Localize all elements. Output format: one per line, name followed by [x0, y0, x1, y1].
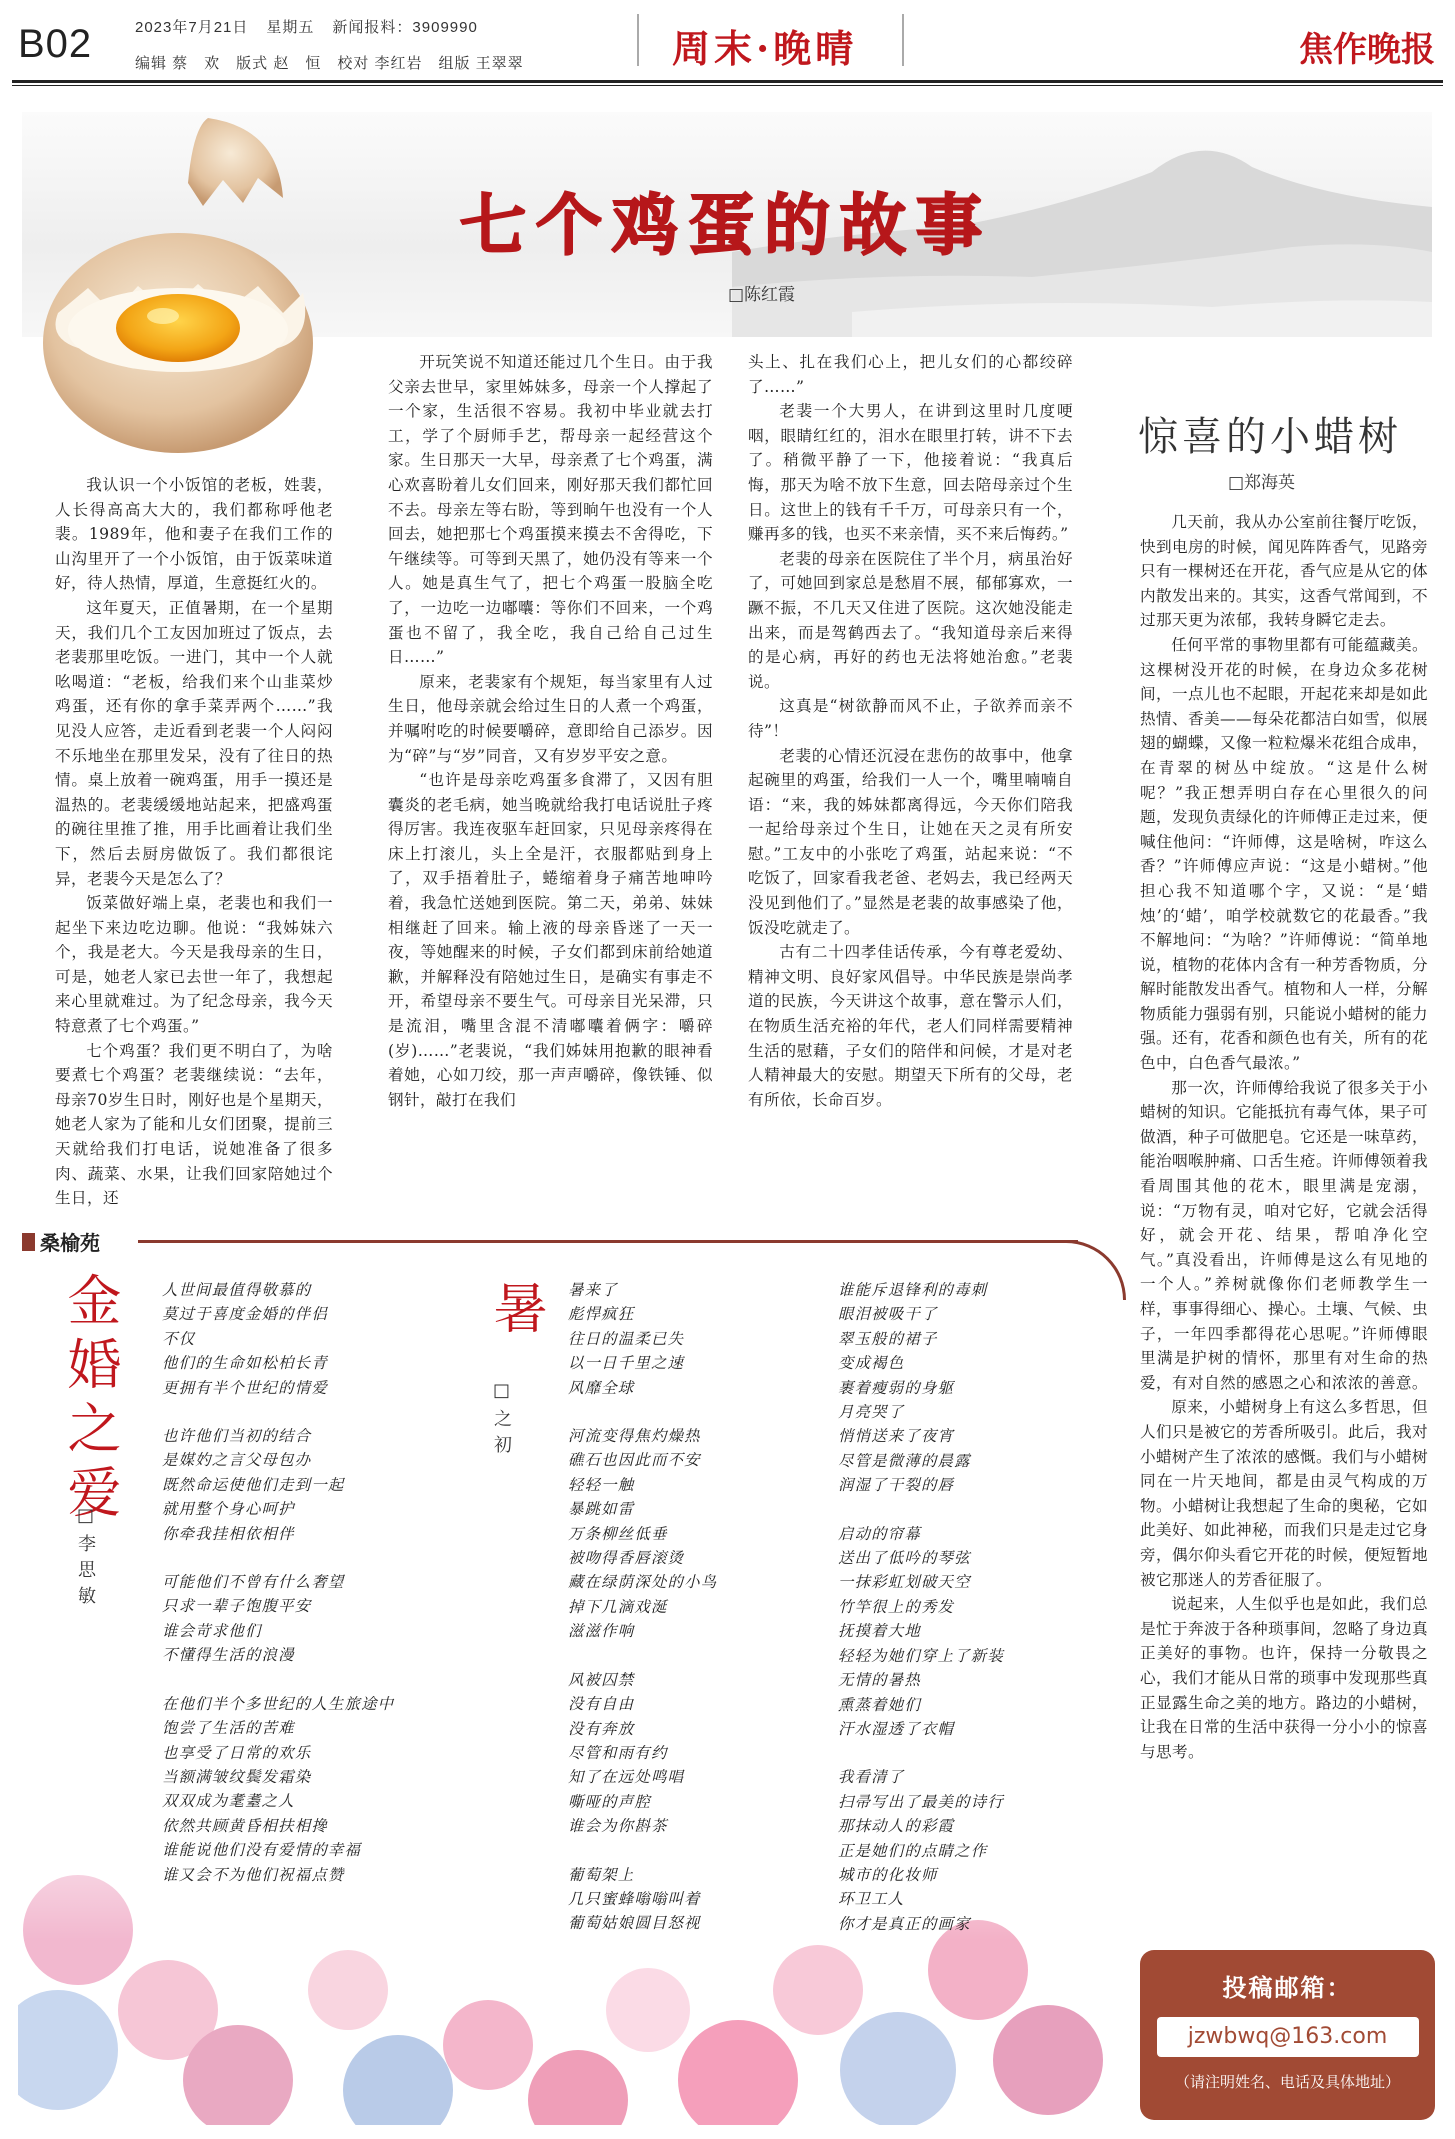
newspaper-logo: 焦作晚报	[1299, 30, 1435, 70]
page-number: B02	[18, 22, 93, 66]
header-rule-thin	[12, 85, 1443, 86]
poem2-line: 没有自由	[568, 1695, 635, 1714]
section-rule	[138, 1240, 1078, 1243]
poem2-line: 你才是真正的画家	[838, 1914, 971, 1933]
poem2-body-part2	[838, 1278, 1078, 1936]
header-divider	[637, 14, 639, 66]
paragraph: 这真是“树欲静而风不止，子欲养而亲不待”！	[748, 697, 1073, 740]
poem2-line: 被吻得香唇滚烫	[568, 1549, 685, 1568]
poem1-body	[162, 1278, 462, 1887]
section-title: 周末·晚晴	[672, 26, 858, 71]
poem1-line: 在他们半个多世纪的人生旅途中	[162, 1694, 395, 1713]
paragraph: “也许是母亲吃鸡蛋多食滞了，又因有胆囊炎的老毛病，她当晚就给我打电话说肚子疼得厉害。我连夜驱车赶回家，只见母亲疼得在床上打滚儿，头上全是汗，衣服都贴到身上了，双手捂着肚子，蜷缩着身子痛苦地呻吟着，我急忙送她到医院。第二天，弟弟、妹妹相继赶了回来。输上液的母亲昏迷了一天一夜，等她醒来的时候，子女们都到床前给她道歉，并解释没有陪她过生日，是确实有事走不开，希望母亲不要生气。可母亲目光呆滞，只是流泪，嘴里含混不清嘟囔着俩字：嚼碎(岁)……”老裴说，“我们姊妹用抱歉的眼神看着她，心如刀绞，那一声声嚼碎，像铁锤、似钢针，敲打在我们	[388, 771, 713, 1109]
poem2-line: 风被囚禁	[568, 1670, 635, 1689]
main-story-column-1	[55, 473, 333, 1211]
poem1-line: 谁又会不为他们祝福点赞	[162, 1865, 345, 1884]
poem2-line: 往日的温柔已失	[568, 1329, 685, 1348]
paragraph: 头上、扎在我们心上，把儿女们的心都绞碎了……”	[748, 353, 1073, 396]
poem1-line: 依然共顾黄昏相扶相搀	[162, 1816, 328, 1835]
poem2-line: 葡萄架上	[568, 1865, 635, 1884]
header-divider	[902, 14, 904, 66]
submission-email[interactable]: jzwbwq@163.com	[1157, 2017, 1419, 2057]
paragraph: 原来，老裴家有个规矩，每当家里有人过生日，他母亲就会给过生日的人煮一个鸡蛋，并嘱咐吃的时候要嚼碎，意即给自己添岁。因为“碎”与“岁”同音，又有岁岁平安之意。	[388, 672, 713, 765]
poem2-line: 几只蜜蜂嗡嗡叫着	[568, 1889, 701, 1908]
poem2-line: 眼泪被吸干了	[838, 1305, 938, 1324]
poem1-line: 饱尝了生活的苦难	[162, 1719, 295, 1738]
poem2-line: 轻轻一触	[568, 1475, 635, 1494]
editor-credit: 编辑 蔡 欢	[135, 55, 221, 72]
poem2-line: 翠玉般的裙子	[838, 1329, 938, 1348]
submission-box	[1140, 1950, 1435, 2120]
poem2-line: 无情的暑热	[838, 1671, 921, 1690]
poem2-line: 环卫工人	[838, 1890, 905, 1909]
poem2-line: 抚摸着大地	[838, 1622, 921, 1641]
poem2-line: 尽管和雨有约	[568, 1743, 668, 1762]
poem2-line: 悄悄送来了夜宵	[838, 1427, 955, 1446]
header-rule	[12, 80, 1443, 83]
poem1-line: 也享受了日常的欢乐	[162, 1743, 312, 1762]
poem1-line: 也许他们当初的结合	[162, 1427, 312, 1446]
poem2-line: 润湿了干裂的唇	[838, 1476, 955, 1495]
paragraph: 七个鸡蛋？我们更不明白了，为啥要煮七个鸡蛋？老裴继续说：“去年，母亲70岁生日时，刚好也是个星期天，她老人家为了能和儿女们团聚，提前三天就给我们打电话，说她准备了很多肉、蔬菜、水果，让我们回家陪她过个生日，还	[55, 1041, 333, 1208]
poem1-line: 是媒妁之言父母包办	[162, 1451, 312, 1470]
poem2-line: 变成褐色	[838, 1354, 905, 1373]
poem2-line: 礁石也因此而不安	[568, 1451, 701, 1470]
paragraph: 古有二十四孝佳话传承，今有尊老爱幼、精神文明、良好家风倡导。中华民族是崇尚孝道的民族，今天讲这个故事，意在警示人们，在物质生活充裕的年代，老人们同样需要精神生活的慰藉，子女们的陪伴和问候，才是对老人精神最大的安慰。期望天下所有的父母，老有所依，长命百岁。	[748, 943, 1073, 1109]
poem1-byline: □李思敏	[75, 1505, 96, 1612]
poem2-line: 轻轻为她们穿上了新装	[838, 1646, 1004, 1665]
poem1-line: 只求一辈子饱腹平安	[162, 1597, 312, 1616]
poem1-line: 人世间最值得敬慕的	[162, 1281, 312, 1299]
paragraph: 任何平常的事物里都有可能蕴藏美。这棵树没开花的时候，在身边众多花树间，一点儿也不起眼，开起花来却是如此热情、香美——每朵花都洁白如雪，似展翅的蝴蝶，又像一粒粒爆米花组合成串，在青翠的树丛中绽放。“这是什么树呢？”我正想弄明白存在心里很久的问题，发现负责绿化的许师傅正走过来，便喊住他问：“许师傅，这是啥树，咋这么香？”许师傅应声说：“这是小蜡树。”他担心我不知道哪个字，又说：“是‘蜡烛’的‘蜡’，咱学校就数它的花最香。”我不解地问：“为啥？”许师傅说：“简单地说，植物的花体内含有一种芳香物质，分解时能散发出香气。植物和人一样，分解物质能力强弱有别，只能说小蜡树的能力强。还有，花香和颜色也有关，所有的花色中，白色香气最浓。”	[1140, 635, 1428, 1073]
poetry-section-label: 桑榆苑	[40, 1231, 100, 1255]
poem1-line: 既然命运使他们走到一起	[162, 1475, 345, 1494]
poem1-line: 谁能说他们没有爱情的幸福	[162, 1841, 362, 1860]
poem1-line: 双双成为耄耋之人	[162, 1792, 295, 1811]
news-hotline: 新闻报料：3909990	[332, 19, 478, 36]
egg-illustration	[28, 108, 398, 478]
poem2-line: 熏蒸着她们	[838, 1695, 921, 1714]
poem2-line: 裹着瘦弱的身躯	[838, 1378, 955, 1397]
paragraph: 说起来，人生似乎也是如此，我们总是忙于奔波于各种琐事间，忽略了身边真正美好的事物。也许，保持一分敬畏之心，我们才能从日常的琐事中发现那些真正显露生命之美的地方。路边的小蜡树，让我在日常的生活中获得一分小小的惊喜与思考。	[1140, 1595, 1428, 1761]
issue-date: 2023年7月21日	[135, 19, 249, 36]
poem2-line: 风靡全球	[568, 1378, 635, 1397]
poem2-line: 城市的化妆师	[838, 1865, 938, 1884]
issue-weekday: 星期五	[266, 19, 315, 36]
paragraph: 老裴的母亲在医院住了半个月，病虽治好了，可她回到家总是愁眉不展，郁郁寡欢，一蹶不振，不几天又住进了医院。这次她没能走出来，而是驾鹤西去了。“我知道母亲后来得的是心病，再好的药也无法将她治愈。”老裴说。	[748, 549, 1073, 691]
main-story-title: 七个鸡蛋的故事	[460, 187, 992, 264]
poem2-line: 正是她们的点睛之作	[838, 1841, 988, 1860]
poem2-line: 启动的帘幕	[838, 1524, 921, 1543]
paragraph: 开玩笑说不知道还能过几个生日。由于我父亲去世早，家里姊妹多，母亲一个人撑起了一个家，生活很不容易。我初中毕业就去打工，学了个厨师手艺，帮母亲一起经营这个家。生日那天一大早，母亲煮了七个鸡蛋，满心欢喜盼着儿女们回来，刚好那天我们都忙回不去。母亲左等右盼，等到晌午也没有一个人回去，她把那七个鸡蛋摸来摸去不舍得吃，下午继续等。可等到天黑了，她仍没有等来一个人。她是真生气了，把七个鸡蛋一股脑全吃了，一边吃一边嘟囔：等你们不回来，一个鸡蛋也不留了，我全吃，我自己给自己过生日……”	[388, 353, 713, 667]
paragraph: 老裴的心情还沉浸在悲伤的故事中，他拿起碗里的鸡蛋，给我们一人一个，嘴里喃喃自语：“来，我的姊妹都离得远，今天你们陪我一起给母亲过个生日，让她在天之灵有所安慰。”工友中的小张吃了鸡蛋，站起来说：“不吃饭了，回家看我老爸、老妈去，我已经两天没见到他们了。”显然是老裴的故事感染了他，饭没吃就走了。	[748, 746, 1073, 937]
poem2-line: 尽管是微薄的晨露	[838, 1451, 971, 1470]
poetry-section-header	[18, 1223, 1093, 1263]
poem1-line: 莫过于喜度金婚的伴侣	[162, 1305, 328, 1324]
poem1-line: 更拥有半个世纪的情爱	[162, 1378, 328, 1397]
poem2-line: 万条柳丝低垂	[568, 1524, 668, 1543]
paragraph: 老裴一个大男人，在讲到这里时几度哽咽，眼睛红红的，泪水在眼里打转，讲不下去了。稍微平静了一下，他接着说：“我真后悔，那天为啥不放下生意，回去陪母亲过个生日。这世上的钱有千千万，可母亲只有一个，赚再多的钱，也买不来亲情，买不来后悔药。”	[748, 402, 1073, 544]
poem2-line: 掉下几滴戏涎	[568, 1597, 668, 1616]
poem2-line: 嘶哑的声腔	[568, 1792, 651, 1811]
section-marker-icon	[22, 1233, 35, 1251]
header-staff-line	[135, 52, 540, 73]
page-header	[0, 0, 1455, 80]
main-story-byline: □陈红霞	[728, 285, 796, 305]
poem2-line: 没有奔放	[568, 1719, 635, 1738]
layout-credit: 版式 赵 恒	[236, 55, 322, 72]
poem1-line: 不仅	[162, 1329, 196, 1348]
poem1-line: 当额满皱纹鬓发霜染	[162, 1767, 312, 1786]
poem2-line: 谁能斥退锋利的毒刺	[838, 1281, 988, 1299]
main-story-column-3	[748, 350, 1073, 1112]
paragraph: 几天前，我从办公室前往餐厅吃饭，快到电房的时候，闻见阵阵香气，见路旁只有一棵树还在开花，香气应是从它的体内散发出来的。其实，这香气常闻到，不过那天更为浓郁，我转身瞬它走去。	[1140, 513, 1428, 630]
poem2-line: 竹竿很上的秀发	[838, 1597, 955, 1616]
poem2-line: 以一日千里之速	[568, 1354, 685, 1373]
poem2-line: 谁会为你斟茶	[568, 1817, 668, 1836]
poem1-line: 就用整个身心呵护	[162, 1500, 295, 1519]
poem2-line: 暴跳如雷	[568, 1500, 635, 1519]
side-story-body	[1140, 510, 1428, 1764]
poem2-line: 一抹彩虹划破天空	[838, 1573, 971, 1592]
paragraph: 原来，小蜡树身上有这么多哲思，但人们只是被它的芳香所吸引。此后，我对小蜡树产生了浓浓的感慨。我们与小蜡树同在一片天地间，都是由灵气构成的万物。小蜡树让我想起了生命的奥秘，它如此美好、如此神秘，而我们只是走过它身旁，偶尔仰头看它开花的时候，便短暂地被它那迷人的芳香征服了。	[1140, 1398, 1428, 1589]
paragraph: 我认识一个小饭馆的老板，姓裴，人长得高高大大的，我们都称呼他老裴。1989年，他和妻子在我们工作的山沟里开了一个小饭馆，由于饭菜味道好，待人热情，厚道，生意挺红火的。	[55, 476, 333, 593]
poem1-line: 可能他们不曾有什么奢望	[162, 1573, 345, 1592]
submission-note: （请注明姓名、电话及具体地址）	[1174, 2073, 1400, 2091]
paragraph: 那一次，许师傅给我说了很多关于小蜡树的知识。它能抵抗有毒气体，果子可做酒，种子可做肥皂。它还是一味草药，能治咽喉肿痛、口舌生疮。许师傅领着我看周围其他的花木，眼里满是宠溺，说：“万物有灵，咱对它好，它就会活得好，就会开花、结果，帮咱净化空气。”真没看出，许师傅是这么有见地的一个人。”养树就像你们老师教学生一样，事事得细心、操心。土壤、气候、虫子，一年四季都得花心思呢。”许师傅眼里满是护树的情怀，那里有对生命的热爱，有对自然的感恩之心和浓浓的善意。	[1140, 1078, 1428, 1392]
main-story-column-2	[388, 350, 713, 1112]
poem2-line: 我看清了	[838, 1768, 905, 1787]
production-credit: 组版 王翠翠	[438, 55, 524, 72]
poem1-line: 你牵我挂相依相伴	[162, 1524, 295, 1543]
poem2-line: 河流变得焦灼燥热	[568, 1427, 701, 1446]
poem2-line: 滋滋作响	[568, 1622, 635, 1641]
poem2-body-part1	[568, 1278, 808, 1936]
side-story-title: 惊喜的小蜡树	[1138, 414, 1402, 460]
poem2-line: 汗水湿透了衣帽	[838, 1719, 955, 1738]
paragraph: 饭菜做好端上桌，老裴也和我们一起坐下来边吃边聊。他说：“我姊妹六个，我是老大。今天是我母亲的生日，可是，她老人家已去世一年了，我想起来心里就难过。为了纪念母亲，我今天特意煮了七个鸡蛋。”	[55, 894, 333, 1036]
poem2-line: 暑来了	[568, 1281, 618, 1299]
proofread-credit: 校对 李红岩	[337, 55, 423, 72]
poem2-line: 那抹动人的彩霞	[838, 1817, 955, 1836]
poem2-line: 送出了低吟的琴弦	[838, 1549, 971, 1568]
poem1-line: 谁会苛求他们	[162, 1621, 262, 1640]
poem2-line: 月亮哭了	[838, 1403, 905, 1422]
side-story-byline: □郑海英	[1228, 473, 1296, 493]
header-info-line	[135, 16, 496, 37]
poem1-line: 不懂得生活的浪漫	[162, 1646, 295, 1665]
poem2-line: 彪悍疯狂	[568, 1305, 635, 1324]
poem2-byline: □之初	[491, 1380, 512, 1461]
poem2-line: 扫帚写出了最美的诗行	[838, 1792, 1004, 1811]
poem2-line: 藏在绿荫深处的小鸟	[568, 1573, 718, 1592]
poem1-title: 金婚之爱	[59, 1272, 122, 1528]
poem1-line: 他们的生命如松柏长青	[162, 1354, 328, 1373]
poem2-line: 葡萄姑娘圆目怒视	[568, 1914, 701, 1933]
poem2-line: 知了在远处鸣唱	[568, 1768, 685, 1787]
paragraph: 这年夏天，正值暑期，在一个星期天，我们几个工友因加班过了饭点，去老裴那里吃饭。一进门，其中一个人就吆喝道：“老板，给我们来个山韭菜炒鸡蛋，还有你的拿手菜弄两个……”我见没人应答，走近看到老裴一个人闷闷不乐地坐在那里发呆，没有了往日的热情。桌上放着一碗鸡蛋，用手一摸还是温热的。老裴缓缓地站起来，把盛鸡蛋的碗往里推了推，用手比画着让我们坐下，然后去厨房做饭了。我们都很诧异，老裴今天是怎么了？	[55, 598, 333, 888]
submission-title: 投稿邮箱：	[1222, 1974, 1353, 2002]
poem2-title: 暑	[485, 1280, 548, 1344]
